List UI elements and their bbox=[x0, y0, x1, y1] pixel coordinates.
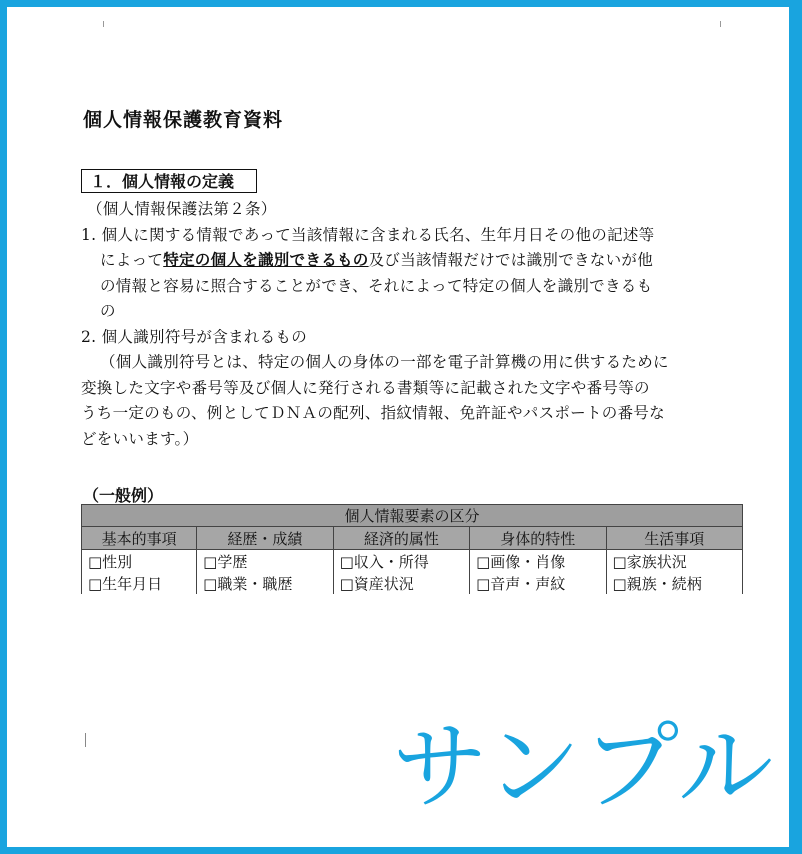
table-row bbox=[82, 550, 743, 573]
law-reference: （個人情報保護法第２条） bbox=[87, 200, 277, 218]
item1-line1: 1. 個人に関する情報であって当該情報に含まれる氏名、生年月日その他の記述等 bbox=[81, 226, 655, 244]
column-header: 基本的事項 bbox=[82, 527, 197, 550]
item1-line4: の bbox=[100, 302, 116, 320]
sample-watermark: サンプル bbox=[392, 711, 776, 823]
column-header: 身体的特性 bbox=[470, 527, 606, 550]
item1-line2-post: 及び当該情報だけでは識別できないが他 bbox=[368, 251, 654, 269]
category-table bbox=[81, 504, 743, 594]
emphasized-phrase: 特定の個人を識別できるもの bbox=[163, 250, 369, 269]
item1-line3: の情報と容易に照合することができ、それによって特定の個人を識別できるも bbox=[100, 277, 653, 295]
item2-line5: どをいいます。） bbox=[81, 430, 199, 448]
table-cell: □画像・肖像 bbox=[470, 550, 606, 573]
document-page bbox=[7, 7, 789, 847]
table-row bbox=[82, 572, 743, 594]
item2-line4: うち一定のもの、例としてＤＮＡの配列、指紋情報、免許証やパスポートの番号な bbox=[81, 404, 665, 422]
table-cell: □資産状況 bbox=[333, 572, 469, 594]
column-header: 経済的属性 bbox=[333, 527, 469, 550]
crop-mark bbox=[720, 21, 721, 27]
document-title: 個人情報保護教育資料 bbox=[83, 109, 284, 131]
column-header: 生活事項 bbox=[606, 527, 742, 550]
example-label: （一般例） bbox=[83, 486, 164, 505]
table-cell: □音声・声紋 bbox=[470, 572, 606, 594]
item1-line2 bbox=[100, 248, 653, 270]
table-cell: □学歴 bbox=[197, 550, 333, 573]
table-cell: □親族・続柄 bbox=[606, 572, 742, 594]
table-header: 個人情報要素の区分 bbox=[82, 505, 743, 527]
table-cell: □家族状況 bbox=[606, 550, 742, 573]
item2-line2: （個人識別符号とは、特定の個人の身体の一部を電子計算機の用に供するために bbox=[100, 353, 669, 371]
column-header: 経歴・成績 bbox=[197, 527, 333, 550]
margin-mark bbox=[85, 733, 86, 747]
table-cell: □性別 bbox=[82, 550, 197, 573]
table-cell: □生年月日 bbox=[82, 572, 197, 594]
crop-mark bbox=[103, 21, 104, 27]
table-cell: □職業・職歴 bbox=[197, 572, 333, 594]
item2-line1: 2. 個人識別符号が含まれるもの bbox=[81, 328, 308, 346]
table-cell: □収入・所得 bbox=[333, 550, 469, 573]
item1-line2-pre: によって bbox=[100, 251, 164, 269]
section-heading: １．個人情報の定義 bbox=[81, 169, 257, 193]
item2-line3: 変換した文字や番号等及び個人に発行される書類等に記載された文字や番号等の bbox=[81, 379, 650, 397]
